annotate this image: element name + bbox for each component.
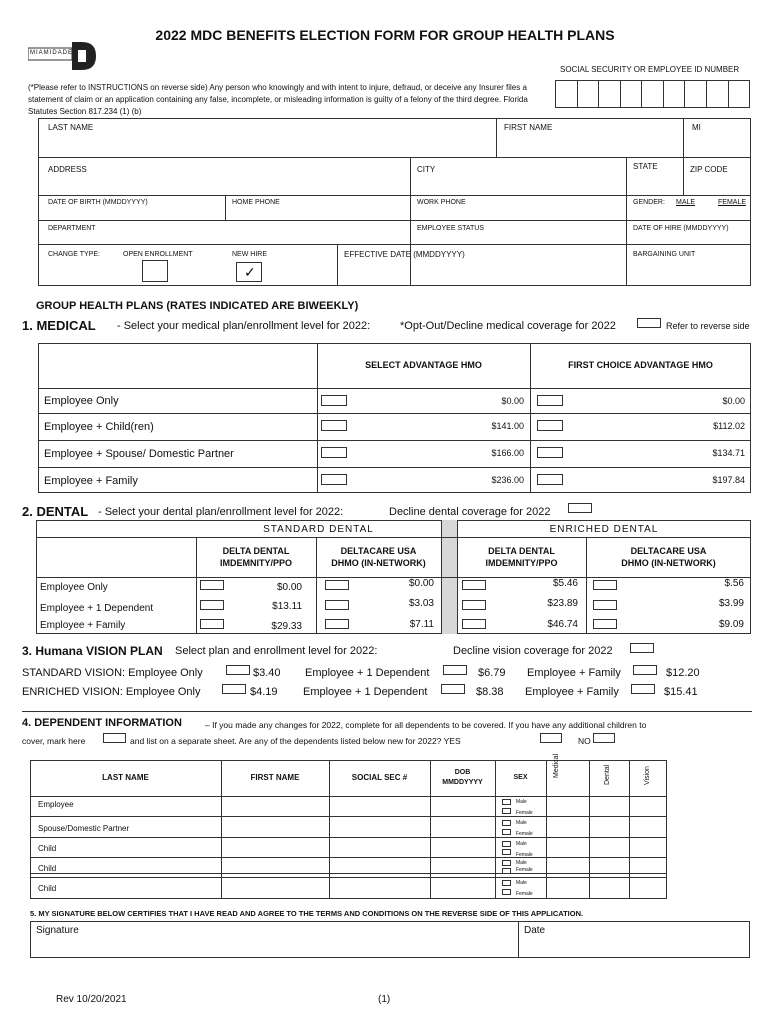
dep-female-label: Female [516, 831, 533, 837]
dental-col4-rate: $9.09 [718, 619, 744, 630]
dental-row-label: Employee Only [40, 582, 108, 593]
enriched-vision-label: ENRICHED VISION: Employee Only [22, 686, 201, 698]
dependent-row-label: Child [38, 864, 57, 873]
dental-col4-checkbox[interactable] [593, 619, 617, 629]
dep-col-dob-label: DOB [454, 769, 471, 776]
std-vision-emp-rate: $3.40 [253, 667, 281, 679]
vision-instructions: Select plan and enrollment level for 2022: [175, 645, 378, 657]
medical-plan1-rate: $166.00 [491, 448, 524, 458]
dental-instructions: - Select your dental plan/enrollment level for 2022: [98, 506, 344, 518]
signature-heading: 5. MY SIGNATURE BELOW CERTIFIES THAT I HAVE READ AND AGREE TO THE TERMS AND CONDITIONS ON THE REVERSE SIDE OF THIS APPLICATION. [30, 909, 584, 918]
dental-col1-header [196, 545, 316, 569]
city-label: CITY [417, 165, 436, 174]
new-hire-checkbox[interactable] [236, 262, 262, 282]
enr-vision-dep-rate: $8.38 [476, 686, 504, 698]
dental-col4-checkbox[interactable] [593, 600, 617, 610]
open-enrollment-label: OPEN ENROLLMENT [123, 251, 193, 258]
dependents-cover-label: cover, mark here [22, 736, 86, 746]
medical-plan2-checkbox[interactable] [537, 447, 563, 458]
employee-status-label: EMPLOYEE STATUS [417, 225, 485, 232]
dep-male-checkbox[interactable] [502, 820, 511, 826]
dep-female-checkbox[interactable] [502, 849, 511, 855]
dep-male-label: Male [516, 841, 527, 847]
dental-col3-name: DELTA DENTAL [488, 546, 555, 556]
work-phone-label: WORK PHONE [417, 199, 466, 206]
medical-row-label: Employee + Child(ren) [44, 421, 154, 433]
medical-heading: 1. MEDICAL [22, 318, 96, 333]
enr-vision-fam-label: Employee + Family [525, 686, 619, 698]
medical-plan1-header: SELECT ADVANTAGE HMO [365, 360, 482, 370]
dental-col1-rate: $29.33 [271, 621, 302, 632]
hire-date-label: DATE OF HIRE (MMDDYYYY) [633, 225, 729, 232]
dep-female-label: Female [516, 810, 533, 816]
dental-col4-header [586, 545, 751, 569]
dental-col3-rate: $23.89 [547, 598, 578, 609]
dep-male-label: Male [516, 820, 527, 826]
first-name-label: FIRST NAME [504, 123, 553, 132]
ssn-label: SOCIAL SECURITY OR EMPLOYEE ID NUMBER [560, 65, 740, 74]
dental-col2-header [316, 545, 441, 569]
dental-col3-rate: $46.74 [547, 619, 578, 630]
mi-label: MI [692, 123, 701, 132]
std-vision-dep-label: Employee + 1 Dependent [305, 667, 430, 679]
dep-male-checkbox[interactable] [502, 841, 511, 847]
revision-date: Rev 10/20/2021 [56, 994, 127, 1005]
dob-label: DATE OF BIRTH (MMDDYYYY) [48, 199, 148, 206]
signature-field[interactable]: Signature [36, 925, 79, 936]
female-option[interactable]: FEMALE [718, 199, 747, 206]
dependent-row-label: Child [38, 884, 57, 893]
medical-row-label: Employee + Family [44, 475, 138, 487]
medical-plan1-checkbox[interactable] [321, 395, 347, 406]
dental-col1-checkbox[interactable] [200, 619, 224, 629]
dental-col3-type: IMDEMNITY/PPO [485, 558, 558, 568]
dep-male-label: Male [516, 860, 527, 866]
dental-col4-rate: $3.99 [718, 598, 744, 609]
std-vision-dep-rate: $6.79 [478, 667, 506, 679]
medical-plan2-rate: $197.84 [712, 475, 745, 485]
enr-vision-fam-rate: $15.41 [664, 686, 698, 698]
ssn-boxes[interactable] [555, 80, 750, 108]
dental-col1-checkbox[interactable] [200, 580, 224, 590]
new-hire-label: NEW HIRE [232, 251, 267, 258]
enr-vision-dep-checkbox[interactable] [441, 684, 465, 694]
dep-col-dob-format: MMDDYYYY [442, 779, 483, 786]
medical-plan2-header: FIRST CHOICE ADVANTAGE HMO [568, 360, 713, 370]
dep-male-checkbox[interactable] [502, 799, 511, 805]
dep-col-dental: Dental [604, 764, 611, 785]
enriched-dental-header: ENRICHED DENTAL [549, 524, 659, 535]
dep-female-label: Female [516, 891, 533, 897]
dependent-row-label: Employee [38, 800, 74, 809]
dental-col4-rate: $.56 [724, 578, 744, 589]
dependent-row-label: Child [38, 844, 57, 853]
medical-plan1-rate: $236.00 [491, 475, 524, 485]
dep-female-label: Female [516, 852, 533, 858]
std-vision-fam-rate: $12.20 [666, 667, 700, 679]
dental-col3-checkbox[interactable] [462, 580, 486, 590]
dep-col-last-name: LAST NAME [102, 773, 149, 782]
dental-col1-name: DELTA DENTAL [222, 546, 290, 556]
dental-col2-checkbox[interactable] [325, 580, 349, 590]
signature-box [30, 921, 750, 958]
fraud-warning: (*Please refer to INSTRUCTIONS on reverse side) Any person who knowingly and with intent to injure, defraud, or deceive any Insurer files a statement of claim or an application containing any false, incomplete, or misleading information is guilty of a felony of the third degree. Florida Statutes Section 817.234 (1) (b) [28, 83, 528, 116]
medical-plan1-rate: $0.00 [501, 396, 524, 406]
enr-vision-emp-rate: $4.19 [250, 686, 278, 698]
dependents-instructions: – If you made any changes for 2022, complete for all dependents to be covered. If you have any additional children to [205, 720, 647, 730]
dental-col1-checkbox[interactable] [200, 600, 224, 610]
additional-children-checkbox[interactable] [103, 733, 126, 743]
medical-plan2-checkbox[interactable] [537, 420, 563, 431]
dependents-new-no-label: NO [578, 736, 591, 746]
dental-col1-rate: $13.11 [272, 601, 302, 612]
dental-col2-type: DHMO (IN-NETWORK) [331, 558, 426, 568]
dep-male-checkbox[interactable] [502, 880, 511, 886]
group-health-heading: GROUP HEALTH PLANS (RATES INDICATED ARE BIWEEKLY) [36, 300, 359, 312]
effective-date-label: EFFECTIVE DATE (MMDDYYYY) [344, 250, 465, 259]
last-name-label: LAST NAME [48, 123, 94, 132]
std-vision-dep-checkbox[interactable] [443, 665, 467, 675]
enr-vision-dep-label: Employee + 1 Dependent [303, 686, 428, 698]
dep-male-label: Male [516, 880, 527, 886]
dental-decline-label: Decline dental coverage for 2022 [389, 506, 551, 518]
dental-col1-type: IMDEMNITY/PPO [219, 558, 292, 568]
dental-row-label: Employee + 1 Dependent [40, 603, 154, 614]
enr-vision-fam-checkbox[interactable] [631, 684, 655, 694]
state-label: STATE [633, 162, 658, 171]
miami-dade-logo [28, 40, 98, 72]
dental-col3-header [457, 545, 586, 569]
dep-col-ssn: SOCIAL SEC # [351, 773, 408, 782]
dental-col1-rate: $0.00 [276, 582, 302, 593]
page-number: (1) [378, 994, 391, 1005]
medical-optout-label: *Opt-Out/Decline medical coverage for 2022 [400, 320, 616, 332]
vision-decline-label: Decline vision coverage for 2022 [453, 645, 613, 657]
form-title: 2022 MDC BENEFITS ELECTION FORM FOR GROUP HEALTH PLANS [155, 27, 615, 43]
dep-col-medical: Medical [553, 753, 560, 778]
dependents-new-question: and list on a separate sheet. Are any of the dependents listed below new for 2022? YES [130, 736, 461, 746]
dental-col3-checkbox[interactable] [462, 619, 486, 629]
dep-col-first-name: FIRST NAME [250, 773, 300, 782]
refer-reverse-label: Refer to reverse side [666, 321, 750, 331]
dental-col4-type: DHMO (IN-NETWORK) [621, 558, 716, 568]
medical-instructions: - Select your medical plan/enrollment level for 2022: [117, 320, 371, 332]
vision-decline-checkbox[interactable] [630, 643, 654, 653]
dep-col-dob [430, 768, 495, 788]
dental-col2-checkbox[interactable] [325, 600, 349, 610]
dental-col2-checkbox[interactable] [325, 619, 349, 629]
dep-female-label: Female [516, 867, 533, 873]
dental-col4-checkbox[interactable] [593, 580, 617, 590]
dep-female-checkbox[interactable] [502, 829, 511, 835]
department-label: DEPARTMENT [48, 225, 96, 232]
open-enrollment-checkbox[interactable] [142, 260, 168, 282]
dependents-heading: 4. DEPENDENT INFORMATION [22, 717, 182, 729]
change-type-label: CHANGE TYPE: [48, 251, 100, 258]
dental-col4-name: DELTACARE USA [630, 546, 707, 556]
dep-female-checkbox[interactable] [502, 868, 511, 874]
dental-col3-checkbox[interactable] [462, 600, 486, 610]
dental-col2-rate: $0.00 [408, 578, 434, 589]
standard-vision-label: STANDARD VISION: Employee Only [22, 667, 203, 679]
dental-col2-rate: $7.11 [409, 619, 434, 630]
dep-female-checkbox[interactable] [502, 808, 511, 814]
medical-plan1-checkbox[interactable] [321, 420, 347, 431]
bargaining-unit-label: BARGAINING UNIT [633, 251, 696, 258]
dental-col3-rate: $5.46 [552, 578, 578, 589]
dependents-new-no-checkbox[interactable] [593, 733, 615, 743]
zip-label: ZIP CODE [690, 165, 728, 174]
male-option[interactable]: MALE [676, 199, 696, 206]
std-vision-fam-checkbox[interactable] [633, 665, 657, 675]
dental-decline-checkbox[interactable] [568, 503, 592, 513]
dental-row-label: Employee + Family [40, 620, 126, 631]
gender-label: GENDER: [633, 199, 665, 206]
dependent-row-label: Spouse/Domestic Partner [38, 824, 130, 833]
medical-plan2-rate: $112.02 [713, 421, 745, 431]
medical-plan2-rate: $134.71 [712, 448, 745, 458]
dep-male-checkbox[interactable] [502, 860, 511, 866]
dental-col2-rate: $3.03 [408, 598, 434, 609]
medical-plan2-checkbox[interactable] [537, 474, 563, 485]
dep-col-sex: SEX [513, 774, 528, 781]
dependents-new-yes-checkbox[interactable] [540, 733, 562, 743]
dental-col2-name: DELTACARE USA [340, 546, 417, 556]
dep-male-label: Male [516, 799, 527, 805]
medical-plan1-checkbox[interactable] [321, 447, 347, 458]
logo-text: MIAMIDADE [30, 50, 74, 56]
address-label: ADDRESS [48, 165, 87, 174]
std-vision-fam-label: Employee + Family [527, 667, 621, 679]
medical-plan1-checkbox[interactable] [321, 474, 347, 485]
medical-plan2-rate: $0.00 [722, 396, 745, 406]
check-mark-icon: ✓ [244, 264, 256, 280]
dental-heading: 2. DENTAL [22, 504, 89, 519]
home-phone-label: HOME PHONE [232, 199, 280, 206]
vision-heading: 3. Humana VISION PLAN [22, 644, 163, 658]
dep-female-checkbox[interactable] [502, 889, 511, 895]
medical-optout-checkbox[interactable] [637, 318, 661, 328]
date-field[interactable]: Date [524, 925, 546, 936]
medical-row-label: Employee + Spouse/ Domestic Partner [44, 448, 234, 460]
enr-vision-emp-checkbox[interactable] [222, 684, 246, 694]
medical-plan1-rate: $141.00 [491, 421, 524, 431]
medical-plan2-checkbox[interactable] [537, 395, 563, 406]
std-vision-emp-checkbox[interactable] [226, 665, 250, 675]
standard-dental-header: STANDARD DENTAL [263, 524, 374, 535]
dep-col-vision: Vision [644, 766, 651, 785]
medical-row-label: Employee Only [44, 395, 119, 407]
